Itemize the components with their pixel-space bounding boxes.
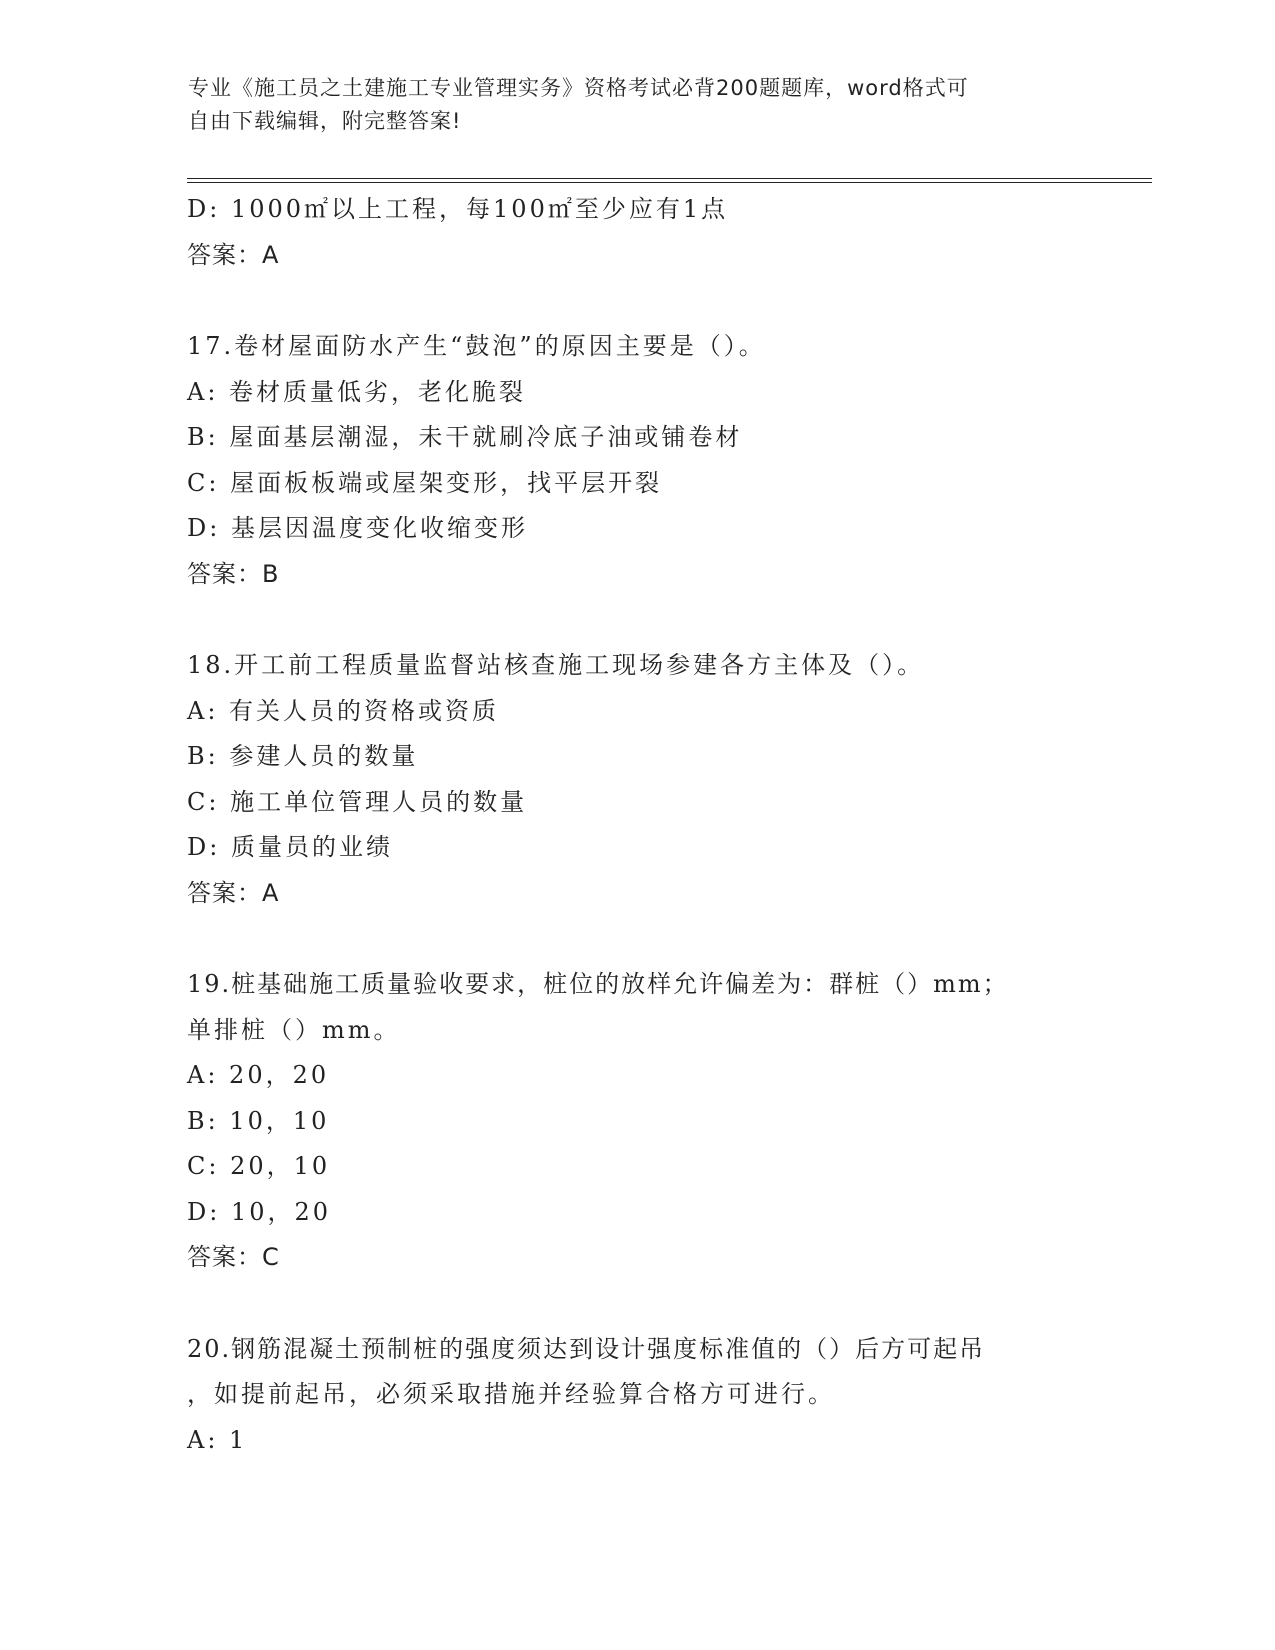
- question-stem-line-2: 单排桩（）mm。: [187, 1015, 401, 1044]
- answer-line: 答案：C: [187, 1243, 280, 1271]
- option-b: B: 屋面基层潮湿，未干就刷冷底子油或铺卷材: [187, 423, 743, 451]
- header-line-2: 自由下载编辑，附完整答案!: [188, 109, 462, 133]
- option-d: D: 基层因温度变化收缩变形: [187, 514, 528, 542]
- option-a: A: 有关人员的资格或资质: [187, 696, 500, 725]
- question-stem: 18.开工前工程质量监督站核查施工现场参建各方主体及（）。: [187, 651, 925, 679]
- option-a: A: 20，20: [187, 1061, 330, 1089]
- question-stem-line-1: 19.桩基础施工质量验收要求，桩位的放样允许偏差为：群桩（）mm；: [187, 970, 1009, 998]
- question-stem-line-1: 20.钢筋混凝土预制桩的强度须达到设计强度标准值的（）后方可起吊: [187, 1334, 986, 1363]
- question-17: [187, 324, 1087, 597]
- question-16-tail: [187, 187, 1087, 278]
- question-stem: 17.卷材屋面防水产生“鼓泡”的原因主要是（）。: [187, 332, 766, 360]
- option-d: D: 10，20: [187, 1197, 332, 1226]
- question-18: [187, 643, 1087, 916]
- header-line-1: 专业《施工员之土建施工专业管理实务》资格考试必背200题题库，word格式可: [188, 76, 969, 100]
- option-a: A: 1: [187, 1425, 248, 1454]
- answer-line: 答案：A: [187, 878, 280, 907]
- option-c: C: 屋面板板端或屋架变形，找平层开裂: [187, 468, 663, 497]
- option-c: C: 20，10: [187, 1152, 331, 1180]
- option-a: A: 卷材质量低劣，老化脆裂: [187, 377, 527, 406]
- option-d: D: 1000㎡以上工程，每100㎡至少应有1点: [187, 195, 729, 223]
- header-divider-bottom: [187, 182, 1152, 183]
- option-d: D: 质量员的业绩: [187, 833, 393, 861]
- document-body: [187, 187, 1087, 1463]
- question-stem-line-2: ，如提前起吊，必须采取措施并经验算合格方可进行。: [187, 1380, 835, 1408]
- question-19: [187, 962, 1087, 1281]
- document-header: [188, 72, 1088, 138]
- answer-line: 答案：A: [187, 240, 280, 269]
- option-c: C: 施工单位管理人员的数量: [187, 787, 528, 816]
- option-b: B: 10，10: [187, 1106, 330, 1135]
- header-divider-top: [187, 178, 1152, 179]
- question-20: [187, 1327, 1087, 1464]
- answer-line: 答案：B: [187, 559, 280, 588]
- option-b: B: 参建人员的数量: [187, 742, 419, 770]
